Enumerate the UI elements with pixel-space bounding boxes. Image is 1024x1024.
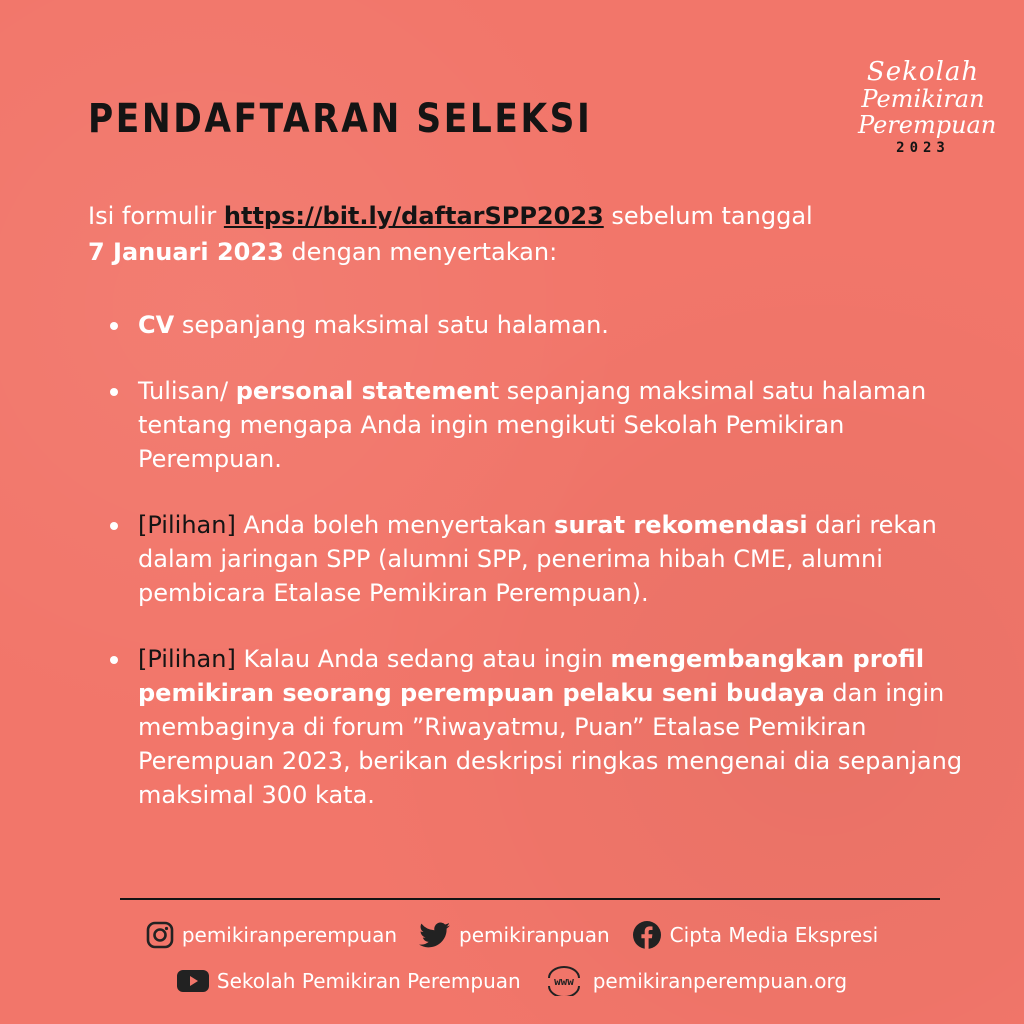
- youtube-channel: Sekolah Pemikiran Perempuan: [216, 969, 521, 993]
- requirement-bold: mengembangkan profil pemikiran seorang perempuan pelaku seni budaya: [138, 645, 925, 707]
- instagram-handle: pemikiranperempuan: [181, 923, 398, 947]
- requirement-bold: personal statemen: [235, 377, 490, 405]
- logo-line-1: Sekolah: [866, 57, 980, 87]
- requirement-profile: [108, 642, 988, 812]
- requirement-text: dan ingin membaginya di forum ”Riwayatmu, Puan” Etalase Pemikiran Perempuan 2023, berikan deskripsi ringkas mengenai dia sepanjang maksimal 300 kata.: [138, 679, 963, 809]
- requirement-bold: surat rekomendasi: [554, 511, 808, 539]
- intro-suffix: dengan menyertakan:: [283, 238, 558, 266]
- requirement-text: sepanjang maksimal satu halaman.: [174, 311, 609, 339]
- intro-middle: sebelum tanggal: [603, 202, 813, 230]
- footer-divider: [120, 898, 940, 900]
- footer-social-row-1: [0, 920, 1024, 950]
- requirement-text: t sepanjang maksimal satu halaman tentang mengapa Anda ingin mengikuti Sekolah Pemikiran Perempuan.: [138, 377, 927, 473]
- deadline-date: 7 Januari 2023: [88, 238, 284, 266]
- youtube-link[interactable]: [177, 969, 521, 993]
- requirement-statement: [108, 374, 988, 476]
- website-link[interactable]: [543, 966, 847, 996]
- website-url: pemikiranperempuan.org: [592, 969, 848, 993]
- requirement-lead: Tulisan/: [138, 377, 236, 405]
- twitter-handle: pemikiranpuan: [459, 923, 610, 947]
- facebook-link[interactable]: [632, 920, 879, 950]
- facebook-page: Cipta Media Ekspresi: [669, 923, 879, 947]
- twitter-link[interactable]: [419, 922, 610, 948]
- youtube-icon: [177, 969, 209, 993]
- intro-text: [88, 198, 948, 270]
- requirement-bold: CV: [138, 311, 175, 339]
- logo-line-3: Perempuan: [858, 111, 997, 139]
- twitter-icon: [419, 922, 451, 948]
- requirement-lead: Anda boleh menyertakan: [235, 511, 555, 539]
- globe-www-label: www: [553, 975, 574, 988]
- logo-line-2: Pemikiran: [861, 85, 985, 113]
- requirement-text: dari rekan dalam jaringan SPP (alumni SPP, penerima hibah CME, alumni pembicara Etalase Pemikiran Perempuan).: [138, 511, 937, 607]
- instagram-icon: [146, 921, 174, 949]
- registration-link[interactable]: https://bit.ly/daftarSPP2023: [223, 202, 604, 230]
- optional-tag: [Pilihan]: [138, 645, 236, 673]
- requirement-recommendation: [108, 508, 988, 610]
- intro-prefix: Isi formulir: [88, 202, 224, 230]
- page-title: PENDAFTARAN SELEKSI: [88, 96, 593, 142]
- optional-tag: [Pilihan]: [138, 511, 236, 539]
- instagram-link[interactable]: [146, 921, 397, 949]
- footer-social-row-2: [0, 966, 1024, 996]
- requirement-cv: [108, 308, 988, 342]
- requirements-list: [108, 308, 988, 812]
- logo-year: 2023: [896, 140, 950, 156]
- logo: [858, 57, 997, 168]
- facebook-icon: [632, 920, 662, 950]
- globe-icon: [543, 966, 585, 996]
- requirement-lead: Kalau Anda sedang atau ingin: [235, 645, 611, 673]
